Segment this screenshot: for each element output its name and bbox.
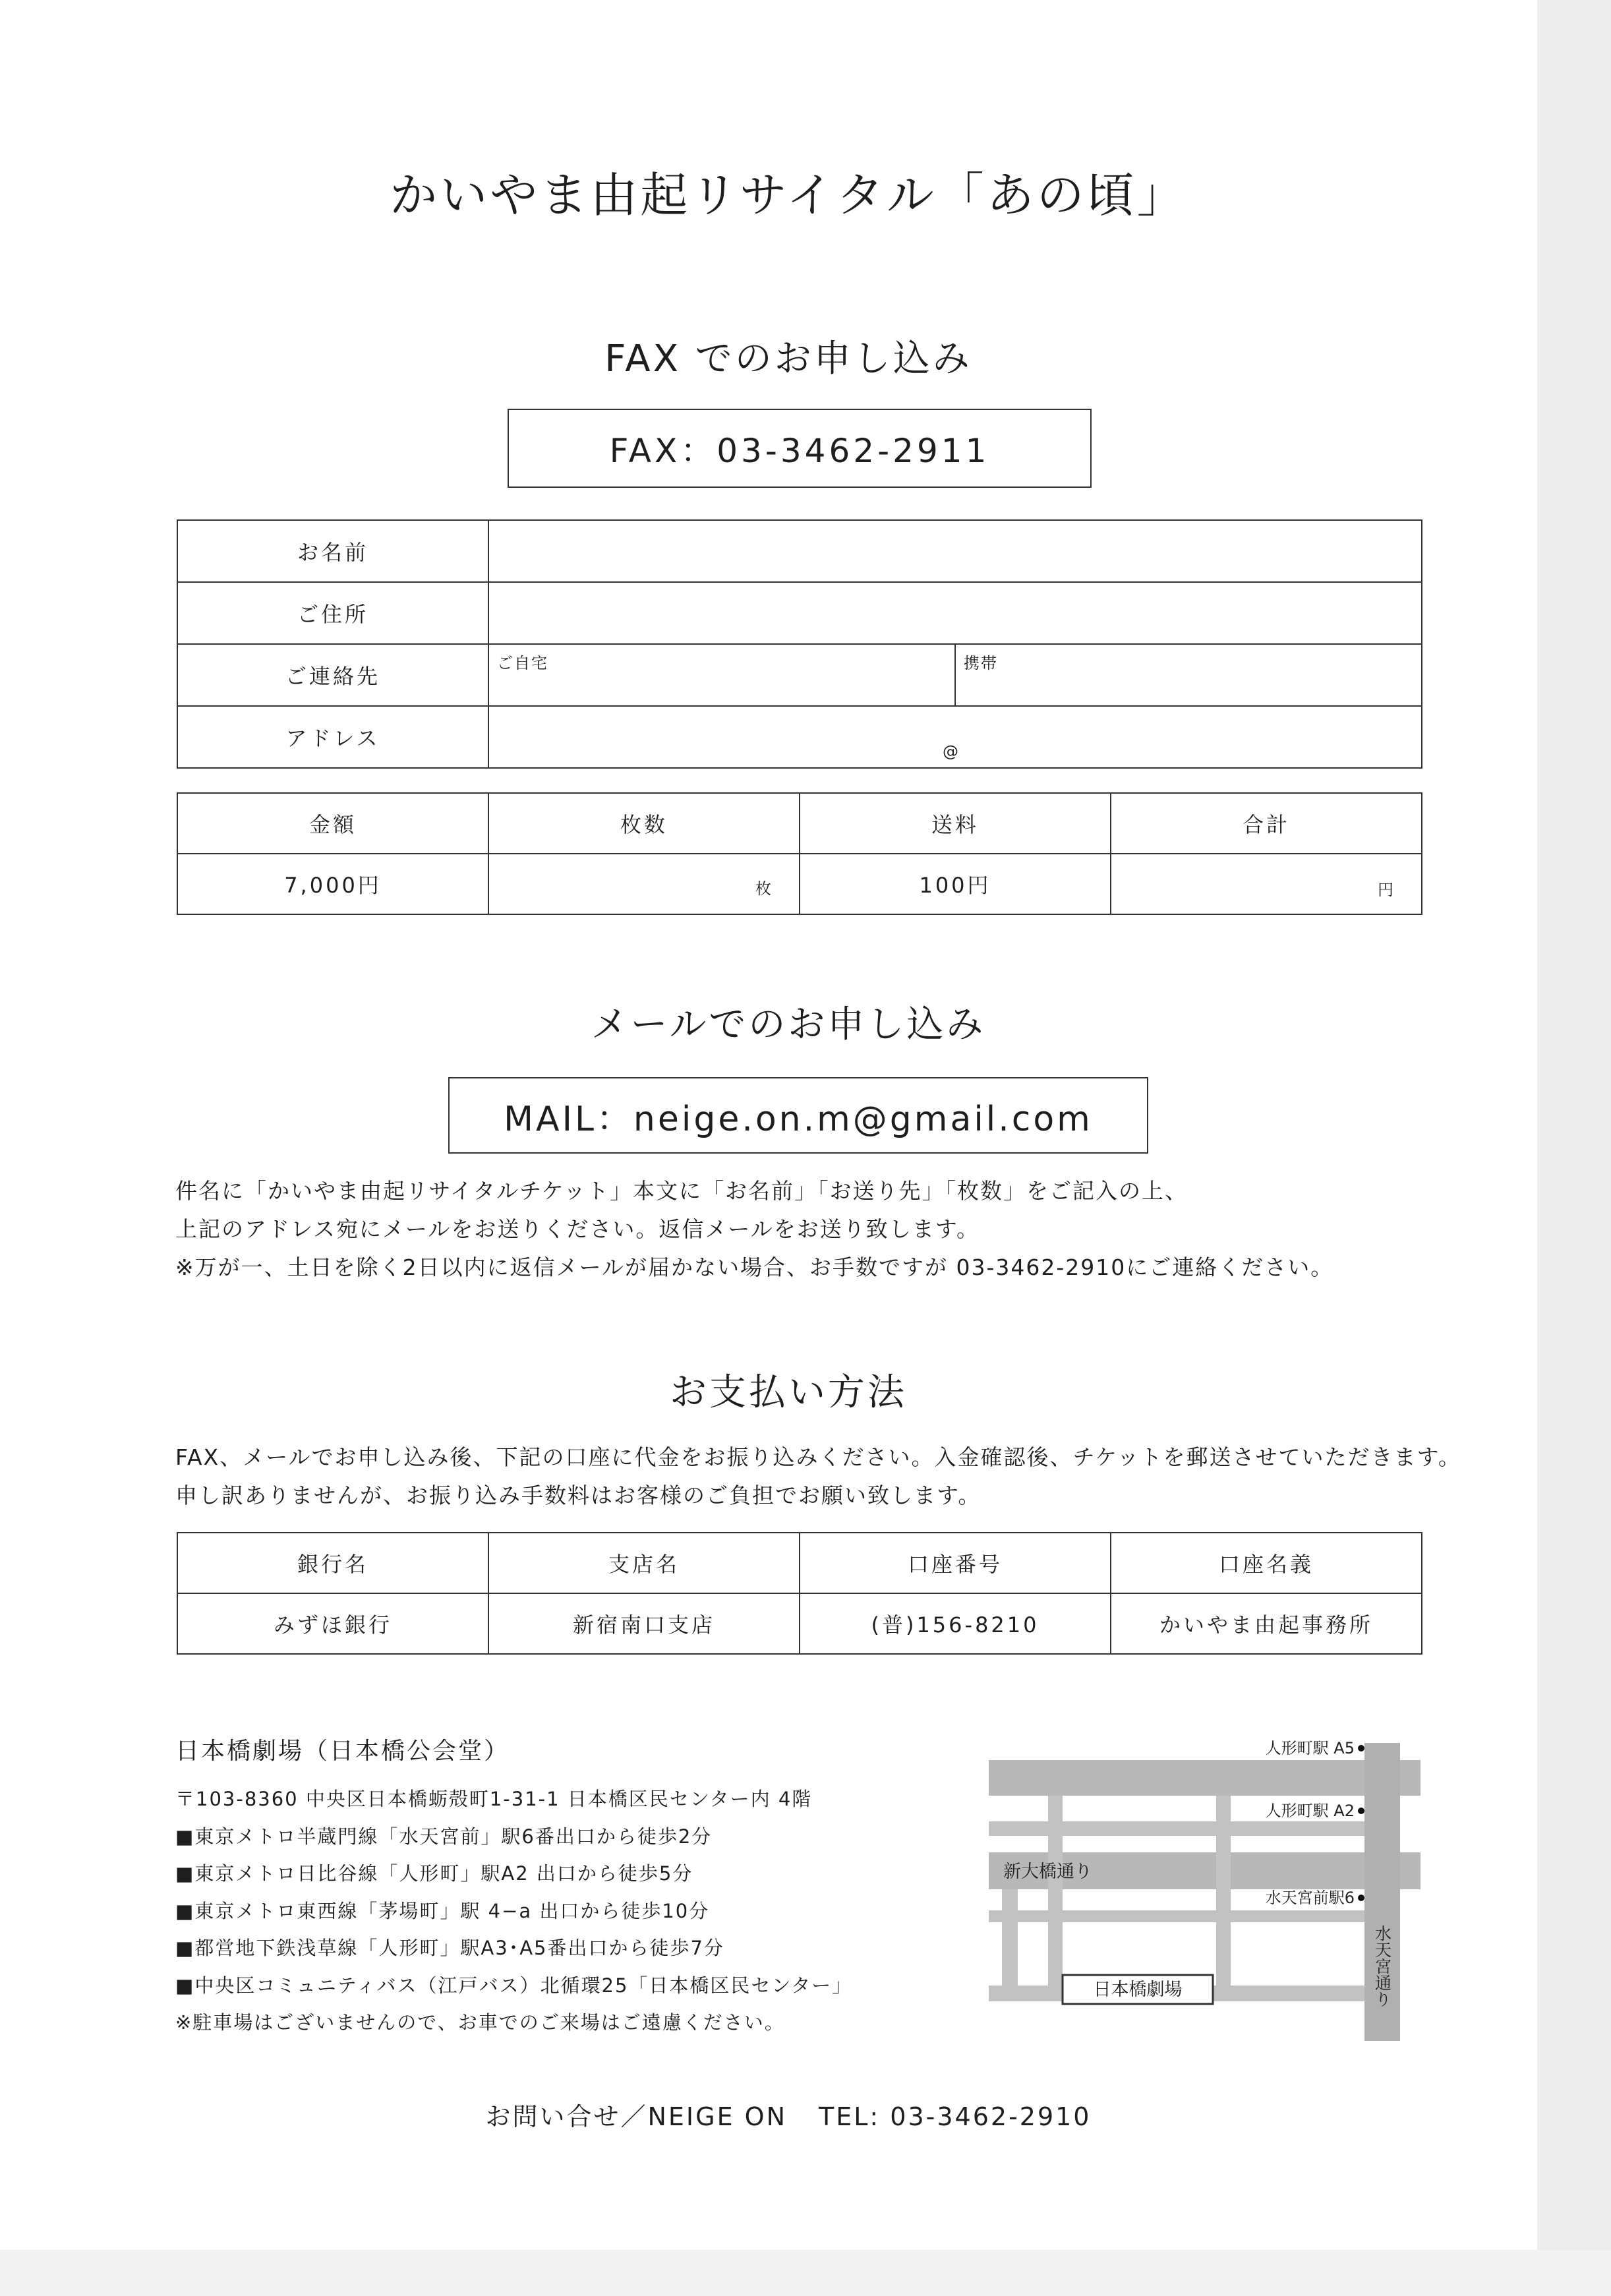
mail-address-box: MAIL：neige.on.m@gmail.com bbox=[448, 1077, 1148, 1154]
shipping-fee: 100円 bbox=[800, 854, 1111, 914]
price-table-header: 送料 bbox=[800, 793, 1111, 854]
venue-info bbox=[175, 1732, 966, 2042]
station-dot-icon bbox=[1358, 1745, 1364, 1751]
map-station-a5: 人形町駅 A5 bbox=[1265, 1739, 1355, 1757]
venue-address: 〒103-8360 中央区日本橋蛎殻町1-31-1 日本橋区民センター内 4階 bbox=[175, 1788, 813, 1810]
total-unit: 円 bbox=[1378, 881, 1395, 899]
access-line: ■中央区コミュニティバス（江戸バス）北循環25「日本橋区民センター」 bbox=[175, 1974, 853, 1997]
access-line: ■都営地下鉄浅草線「人形町」駅A3･A5番出口から徒歩7分 bbox=[175, 1937, 724, 1959]
map-station-suitengu: 水天宮前駅6 bbox=[1265, 1889, 1355, 1907]
map-road bbox=[1002, 1889, 1018, 2001]
email-field[interactable] bbox=[488, 706, 1422, 768]
contact-footer bbox=[0, 2096, 1577, 2133]
home-phone-label: ご自宅 bbox=[497, 654, 548, 672]
bank-name: みずほ銀行 bbox=[177, 1593, 488, 1654]
mail-instruction-line: 上記のアドレス宛にメールをお送りください。返信メールをお送り致します。 bbox=[175, 1216, 980, 1242]
access-line: ■東京メトロ東西線「茅場町」駅 4−a 出口から徒歩10分 bbox=[175, 1899, 710, 1922]
price-table bbox=[177, 792, 1422, 915]
address-label: ご住所 bbox=[177, 582, 488, 644]
price-table-header: 金額 bbox=[177, 793, 488, 854]
venue-map bbox=[989, 1734, 1437, 2044]
contact-tel: TEL: 03-3462-2910 bbox=[819, 2102, 1092, 2131]
venue-name: 日本橋劇場（日本橋公会堂） bbox=[175, 1738, 510, 1765]
account-number: (普)156-8210 bbox=[800, 1593, 1111, 1654]
page-title: かいやま由起リサイタル「あの頃」 bbox=[390, 167, 1187, 223]
bank-table-header: 口座名義 bbox=[1111, 1533, 1422, 1593]
fax-application-form bbox=[177, 519, 1422, 769]
access-line: ■東京メトロ日比谷線「人形町」駅A2 出口から徒歩5分 bbox=[175, 1862, 693, 1885]
address-field[interactable] bbox=[488, 582, 1422, 644]
mail-instruction-line: ※万が一、土日を除く2日以内に返信メールが届かない場合、お手数ですが 03-3462-2910にご連絡ください。 bbox=[175, 1254, 1334, 1280]
map-road-top bbox=[989, 1760, 1421, 1796]
mail-instructions bbox=[175, 1172, 1333, 1287]
map-road bbox=[989, 1910, 1371, 1922]
at-sign: @ bbox=[943, 742, 960, 761]
quantity-unit: 枚 bbox=[755, 879, 773, 898]
email-label: アドレス bbox=[177, 706, 488, 768]
payment-instruction-line: FAX、メールでお申し込み後、下記の口座に代金をお振り込みください。入金確認後、チケットを郵送させていただきます。 bbox=[175, 1444, 1461, 1470]
fax-number-box: FAX：03-3462-2911 bbox=[508, 409, 1092, 488]
mobile-phone-field[interactable] bbox=[955, 644, 1422, 706]
map-road bbox=[1048, 1796, 1063, 2001]
map-street-suitengu: 水天宮通り bbox=[1372, 1925, 1392, 2007]
payment-section-heading: お支払い方法 bbox=[670, 1371, 907, 1414]
map-road bbox=[989, 1821, 1371, 1836]
bank-table-header: 支店名 bbox=[488, 1533, 800, 1593]
contact-organization: お問い合せ／NEIGE ON bbox=[485, 2102, 788, 2131]
contact-label: ご連絡先 bbox=[177, 644, 488, 706]
map-street-shinohashi: 新大橋通り bbox=[1003, 1862, 1092, 1882]
parking-note: ※駐車場はございませんので、お車でのご来場はご遠慮ください。 bbox=[175, 2011, 785, 2034]
ticket-price: 7,000円 bbox=[177, 854, 488, 914]
map-station-a2: 人形町駅 A2 bbox=[1265, 1802, 1355, 1820]
fax-section-heading: FAX でのお申し込み bbox=[604, 338, 972, 380]
total-field[interactable] bbox=[1111, 854, 1422, 914]
bank-account-table bbox=[177, 1532, 1422, 1655]
map-theater-label: 日本橋劇場 bbox=[1093, 1980, 1183, 2000]
name-label: お名前 bbox=[177, 520, 488, 582]
access-line: ■東京メトロ半蔵門線「水天宮前」駅6番出口から徒歩2分 bbox=[175, 1825, 713, 1848]
mobile-phone-label: 携帯 bbox=[964, 654, 998, 672]
bank-table-header: 銀行名 bbox=[177, 1533, 488, 1593]
bank-table-header: 口座番号 bbox=[800, 1533, 1111, 1593]
mail-instruction-line: 件名に「かいやま由起リサイタルチケット」本文に「お名前」「お送り先」「枚数」をご記入の上、 bbox=[175, 1178, 1188, 1204]
payment-instructions bbox=[175, 1438, 1461, 1515]
mail-section-heading: メールでのお申し込み bbox=[591, 1003, 986, 1046]
price-table-header: 合計 bbox=[1111, 793, 1422, 854]
station-dot-icon bbox=[1358, 1895, 1364, 1901]
map-road bbox=[1216, 1796, 1231, 2001]
home-phone-field[interactable] bbox=[488, 644, 955, 706]
payment-instruction-line: 申し訳ありませんが、お振り込み手数料はお客様のご負担でお願い致します。 bbox=[175, 1483, 981, 1508]
account-holder: かいやま由起事務所 bbox=[1111, 1593, 1422, 1654]
price-table-header: 枚数 bbox=[488, 793, 800, 854]
quantity-field[interactable] bbox=[488, 854, 800, 914]
branch-name: 新宿南口支店 bbox=[488, 1593, 800, 1654]
station-dot-icon bbox=[1358, 1808, 1364, 1814]
name-field[interactable] bbox=[488, 520, 1422, 582]
